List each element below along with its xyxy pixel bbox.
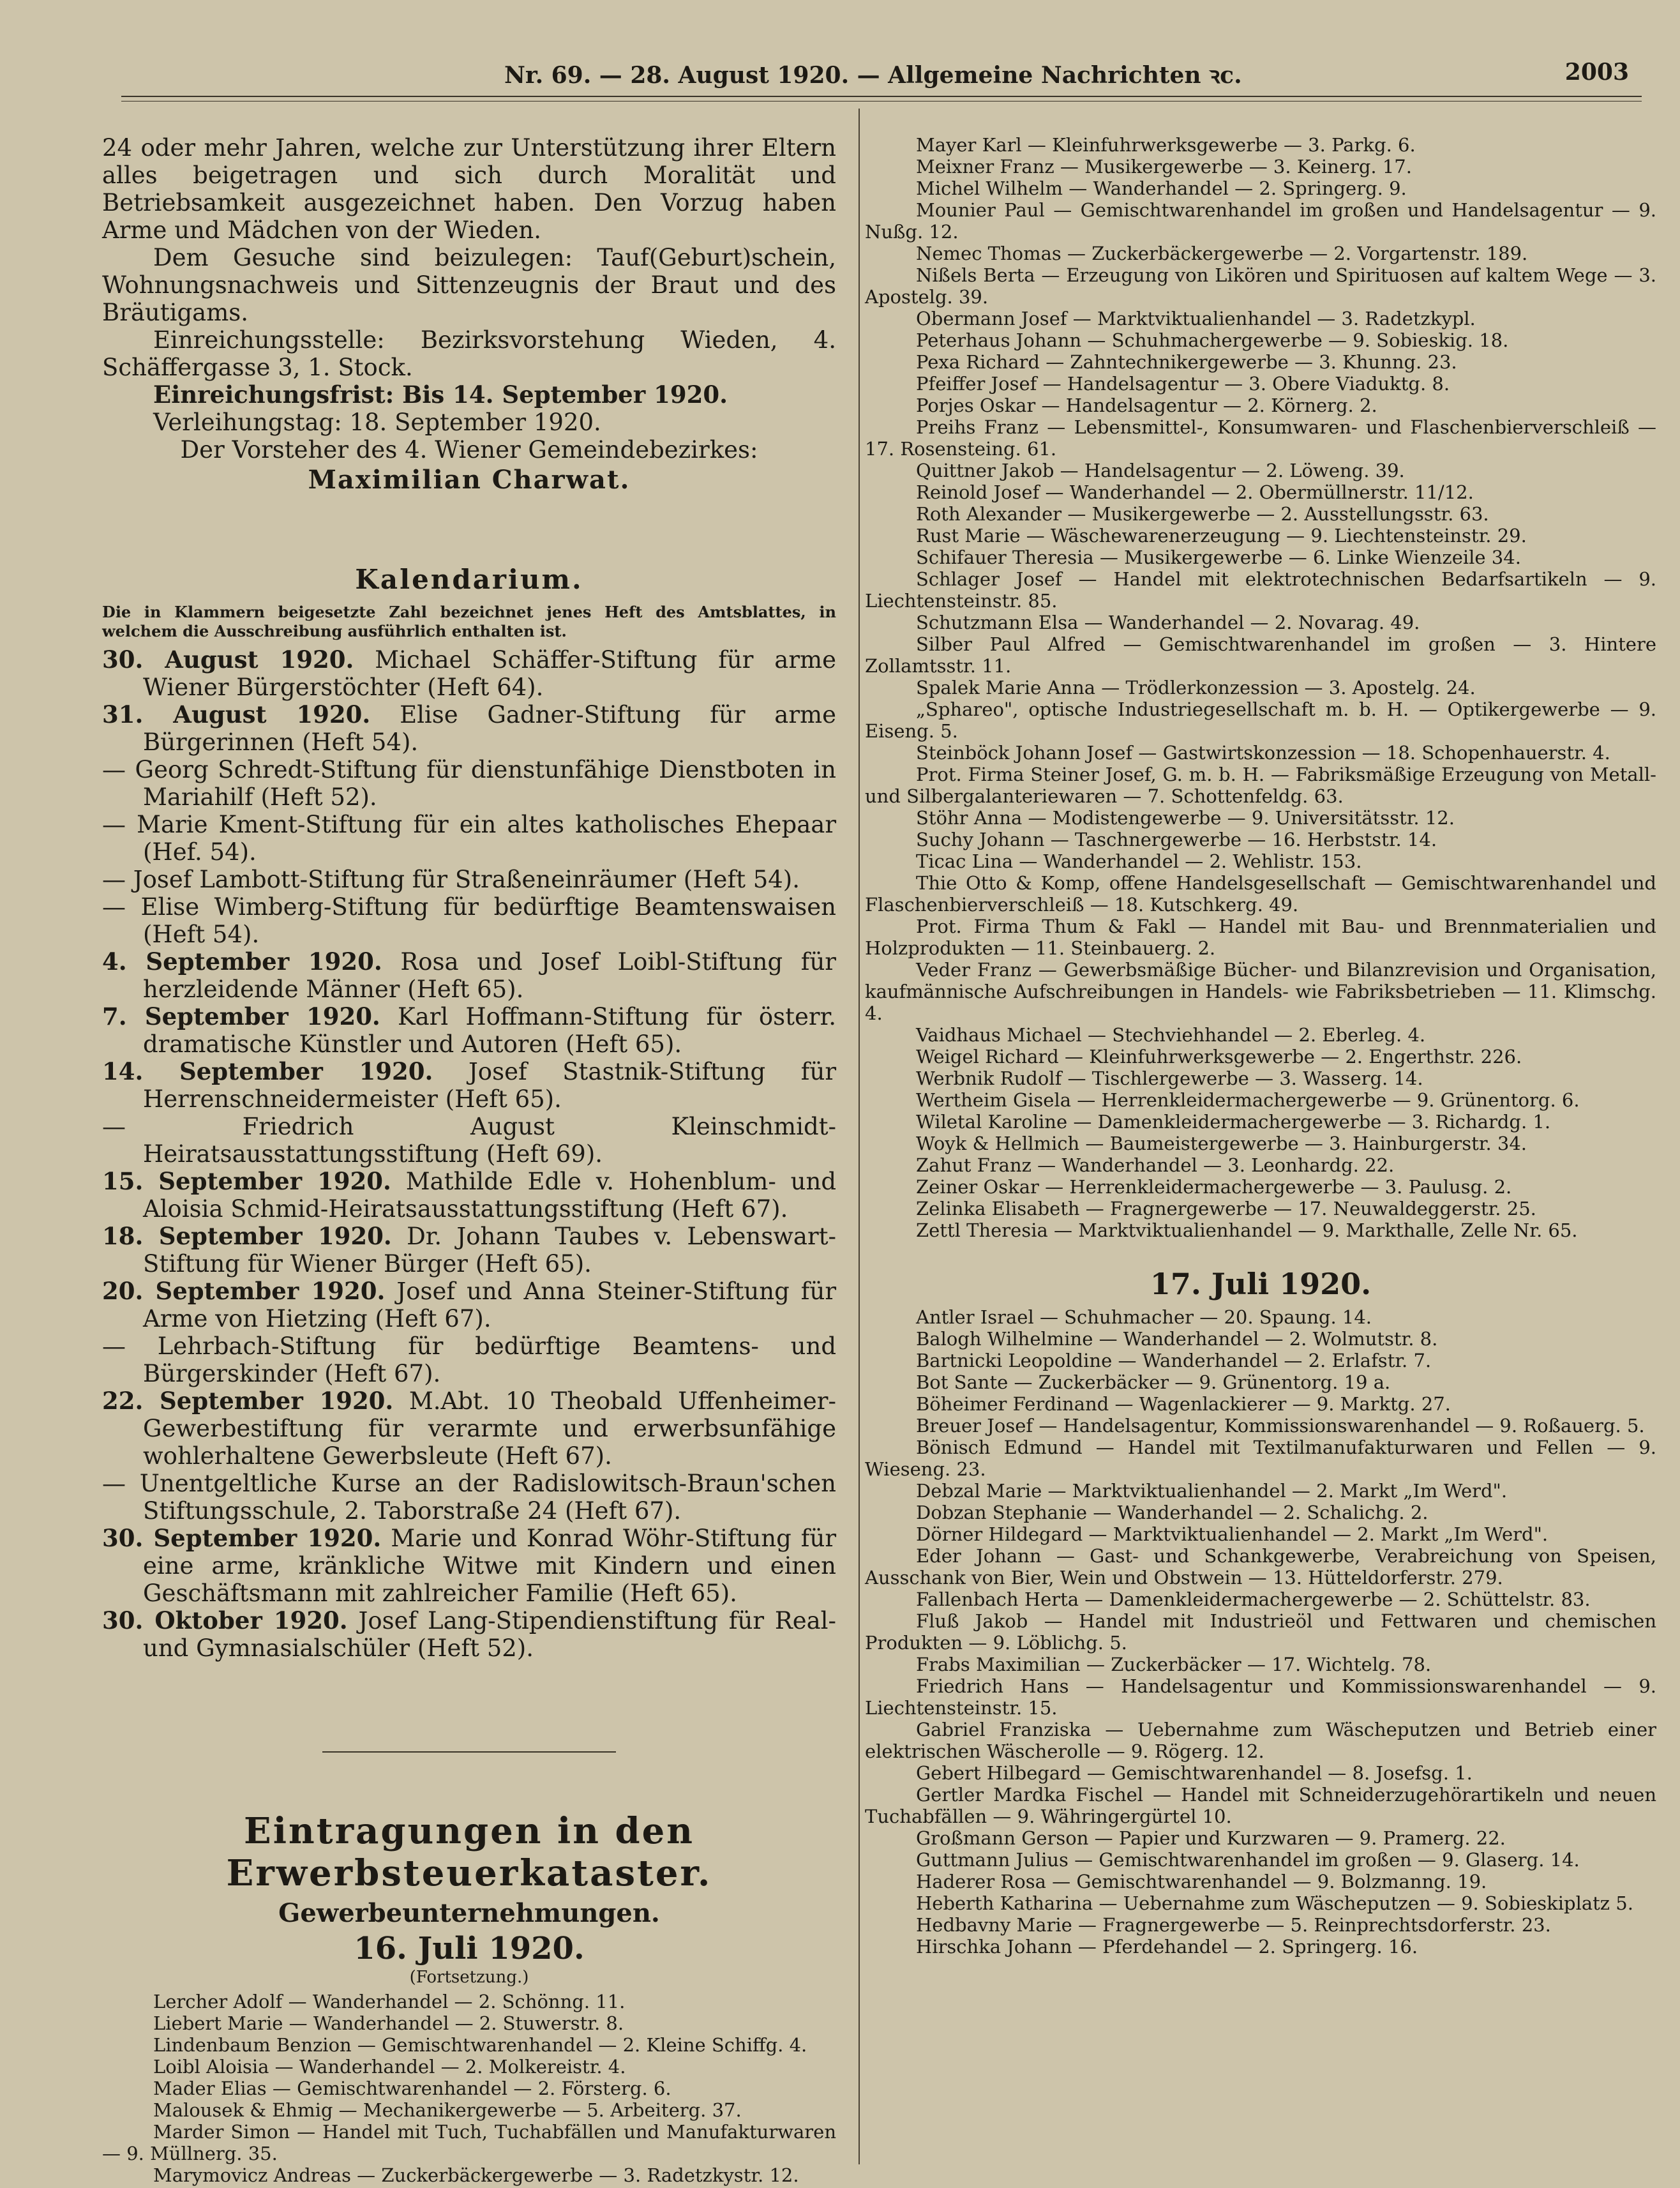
list-item: „Sphareo", optische Industriegesellschaft m. b. H. — Optikergewerbe — 9. Eiseng. 5. xyxy=(865,698,1656,742)
list-item: Zettl Theresia — Marktviktualienhandel — 9. Markthalle, Zelle Nr. 65. xyxy=(916,1219,1578,1241)
signoff-line: Der Vorsteher des 4. Wiener Gemeindebezirkes: xyxy=(180,436,758,464)
right-column xyxy=(865,134,1656,1958)
calendar-text: Josef Lang-Stipendienstiftung für Real- und Gymnasialschüler (Heft 52). xyxy=(143,1607,836,1662)
list-item: Breuer Josef — Handelsagentur, Kommissionswarenhandel — 9. Roßauerg. 5. xyxy=(916,1415,1645,1437)
list-item: Pfeiffer Josef — Handelsagentur — 3. Obere Viaduktg. 8. xyxy=(916,373,1450,395)
calendar-date: — xyxy=(102,811,126,838)
list-item: Großmann Gerson — Papier und Kurzwaren — 9. Pramerg. 22. xyxy=(916,1827,1506,1849)
list-item: Quittner Jakob — Handelsagentur — 2. Löweng. 39. xyxy=(916,460,1405,481)
list-item: Marymovicz Andreas — Zuckerbäckergewerbe — 3. Radetzkystr. 12. xyxy=(153,2164,799,2186)
calendar-date: — xyxy=(102,1470,126,1497)
list-item: Dörner Hildegard — Marktviktualienhandel — 2. Markt „Im Werd". xyxy=(916,1523,1549,1545)
calendar-entry xyxy=(102,1470,836,1525)
list-item: Friedrich Hans — Handelsagentur und Kommissionswarenhandel — 9. Liechtensteinstr. 15. xyxy=(865,1675,1656,1719)
list-item: Gabriel Franziska — Uebernahme zum Wäscheputzen und Betrieb einer elektrischen Wäscherolle — 9. Rögerg. 12. xyxy=(865,1719,1656,1762)
list-item: Haderer Rosa — Gemischtwarenhandel — 9. Bolzmanng. 19. xyxy=(916,1871,1487,1892)
calendar-entry xyxy=(102,866,836,893)
list-item: Werbnik Rudolf — Tischlergewerbe — 3. Wasserg. 14. xyxy=(916,1068,1423,1089)
calendar-text: Karl Hoffmann-Stiftung für österr. dramatische Künstler und Autoren (Heft 65). xyxy=(143,1003,836,1058)
list-item: Böheimer Ferdinand — Wagenlackierer — 9. Marktg. 27. xyxy=(916,1393,1451,1415)
list-item: Pexa Richard — Zahntechnikergewerbe — 3. Khunng. 23. xyxy=(916,351,1457,373)
list-item: Spalek Marie Anna — Trödlerkonzession — 3. Apostelg. 24. xyxy=(916,677,1476,698)
calendar-date: 30. Oktober 1920. xyxy=(102,1606,348,1634)
calendar-date: 4. September 1920. xyxy=(102,947,382,976)
list-item: Preihs Franz — Lebensmittel-, Konsumwaren- und Flaschenbierverschleiß — 17. Rosensteing. 61. xyxy=(865,416,1656,460)
list-item: Gebert Hilbegard — Gemischtwarenhandel — 8. Josefsg. 1. xyxy=(916,1762,1473,1784)
calendar-entry xyxy=(102,646,836,701)
calendar-date: — xyxy=(102,756,126,783)
calendar-date: 30. September 1920. xyxy=(102,1524,382,1552)
list-item: Woyk & Hellmich — Baumeistergewerbe — 3. Hainburgerstr. 34. xyxy=(916,1133,1527,1154)
calendar-entry xyxy=(102,1607,836,1662)
list-item: Guttmann Julius — Gemischtwarenhandel im großen — 9. Glaserg. 14. xyxy=(916,1849,1580,1871)
intro-paragraph: 24 oder mehr Jahren, welche zur Unterstützung ihrer Eltern alles beigetragen und sich durch Moralität und Betriebsamkeit ausgezeichnet haben. Den Vorzug haben Arme und Mädchen von der Wieden. xyxy=(102,134,836,244)
calendar-text: Josef Lambott-Stiftung für Straßeneinräumer (Heft 54). xyxy=(133,866,800,893)
left-column xyxy=(102,134,836,2186)
calendar-text: Unentgeltliche Kurse an der Radislowitsch-Braun'schen Stiftungsschule, 2. Taborstraße 24 (Heft 67). xyxy=(139,1470,836,1525)
list-item: Vaidhaus Michael — Stechviehhandel — 2. Eberleg. 4. xyxy=(916,1024,1426,1046)
list-item: Prot. Firma Steiner Josef, G. m. b. H. — Fabriksmäßige Erzeugung von Metall- und Silbergalanteriewaren — 7. Schottenfeldg. 63. xyxy=(865,764,1656,807)
calendar-entry xyxy=(102,756,836,811)
list-item: Malousek & Ehmig — Mechanikergewerbe — 5. Arbeiterg. 37. xyxy=(153,2099,742,2121)
calendar-date: — xyxy=(102,1332,126,1360)
list-item: Mader Elias — Gemischtwarenhandel — 2. Försterg. 6. xyxy=(153,2078,671,2099)
calendar-entry xyxy=(102,1223,836,1278)
intro-paragraph: Einreichungsstelle: Bezirksvorstehung Wieden, 4. Schäffergasse 3, 1. Stock. xyxy=(102,326,836,381)
calendar-date: 22. September 1920. xyxy=(102,1387,394,1415)
kataster-title: Eintragungen in den Erwerbsteuerkataster. xyxy=(226,1810,712,1894)
calendar-entry xyxy=(102,1168,836,1223)
list-item: Mayer Karl — Kleinfuhrwerksgewerbe — 3. Parkg. 6. xyxy=(916,134,1416,156)
list-item: Silber Paul Alfred — Gemischtwarenhandel im großen — 3. Hintere Zollamtsstr. 11. xyxy=(865,633,1656,677)
list-item: Porjes Oskar — Handelsagentur — 2. Körnerg. 2. xyxy=(916,395,1377,416)
header-title: Nr. 69. — 28. August 1920. — Allgemeine Nachrichten ꝛc. xyxy=(504,62,1242,89)
entry-list xyxy=(865,1306,1656,1958)
section-date: 17. Juli 1920. xyxy=(1150,1267,1372,1301)
calendar-text: Georg Schredt-Stiftung für dienstunfähige Dienstboten in Mariahilf (Heft 52). xyxy=(135,756,837,811)
list-item: Peterhaus Johann — Schuhmachergewerbe — 9. Sobieskig. 18. xyxy=(916,329,1509,351)
calendar-date: 20. September 1920. xyxy=(102,1277,386,1305)
continuation-note: (Fortsetzung.) xyxy=(409,1968,529,1987)
calendar-date: — xyxy=(102,893,126,921)
kataster-date: 16. Juli 1920. xyxy=(354,1931,585,1966)
list-item: Mounier Paul — Gemischtwarenhandel im großen und Handelsagentur — 9. Nußg. 12. xyxy=(865,199,1656,243)
list-item: Schlager Josef — Handel mit elektrotechnischen Bedarfsartikeln — 9. Liechtensteinstr. 85. xyxy=(865,568,1656,612)
list-item: Zeiner Oskar — Herrenkleidermachergewerbe — 3. Paulusg. 2. xyxy=(916,1176,1512,1198)
column-rule xyxy=(859,109,860,2164)
kalendarium-note: Die in Klammern beigesetzte Zahl bezeichnet jenes Heft des Amtsblattes, in welchem die Ausschreibung ausführlich enthalten ist. xyxy=(102,603,836,640)
list-item: Marder Simon — Handel mit Tuch, Tuchabfällen und Manufakturwaren — 9. Müllnerg. 35. xyxy=(102,2121,836,2164)
list-item: Schifauer Theresia — Musikergewerbe — 6. Linke Wienzeile 34. xyxy=(916,547,1521,568)
calendar-date: 15. September 1920. xyxy=(102,1167,391,1195)
list-item: Michel Wilhelm — Wanderhandel — 2. Springerg. 9. xyxy=(916,177,1407,199)
list-item: Gertler Mardka Fischel — Handel mit Schneiderzugehörartikeln und neuen Tuchabfällen — 9. Währingergürtel 10. xyxy=(865,1784,1656,1827)
list-item: Bönisch Edmund — Handel mit Textilmanufakturwaren und Fellen — 9. Wieseng. 23. xyxy=(865,1437,1656,1480)
list-item: Heberth Katharina — Uebernahme zum Wäscheputzen — 9. Sobieskiplatz 5. xyxy=(916,1892,1633,1914)
list-item: Hirschka Johann — Pferdehandel — 2. Springerg. 16. xyxy=(916,1936,1418,1958)
calendar-entry xyxy=(102,1525,836,1607)
list-item: Antler Israel — Schuhmacher — 20. Spaung. 14. xyxy=(916,1306,1372,1328)
header-rule xyxy=(121,96,1642,102)
calendar-text: M.Abt. 10 Theobald Uffenheimer-Gewerbestiftung für verarmte und erwerbsunfähige wohlerhaltene Gewerbsleute (Heft 67). xyxy=(143,1387,836,1470)
calendar-date: — xyxy=(102,1113,126,1140)
list-item: Steinböck Johann Josef — Gastwirtskonzession — 18. Schopenhauerstr. 4. xyxy=(916,742,1610,764)
entry-list xyxy=(865,134,1656,1241)
list-item: Loibl Aloisia — Wanderhandel — 2. Molkereistr. 4. xyxy=(153,2056,626,2078)
calendar-entry xyxy=(102,1058,836,1113)
list-item: Stöhr Anna — Modistengewerbe — 9. Universitätsstr. 12. xyxy=(916,807,1455,829)
calendar-entry xyxy=(102,948,836,1003)
list-item: Schutzmann Elsa — Wanderhandel — 2. Novarag. 49. xyxy=(916,612,1420,633)
calendar-entry xyxy=(102,1387,836,1470)
list-item: Weigel Richard — Kleinfuhrwerksgewerbe — 2. Engerthstr. 226. xyxy=(916,1046,1522,1068)
calendar-text: Josef Stastnik-Stiftung für Herrenschneidermeister (Heft 65). xyxy=(143,1058,836,1113)
calendar-date: 14. September 1920. xyxy=(102,1057,433,1085)
calendar-date: 7. September 1920. xyxy=(102,1002,380,1030)
list-item: Nißels Berta — Erzeugung von Likören und Spirituosen auf kaltem Wege — 3. Apostelg. 39. xyxy=(865,264,1656,308)
list-item: Debzal Marie — Marktviktualienhandel — 2. Markt „Im Werd". xyxy=(916,1480,1508,1502)
calendar-text: Friedrich August Kleinschmidt-Heiratsausstattungsstiftung (Heft 69). xyxy=(143,1113,836,1168)
calendar-text: Elise Gadner-Stiftung für arme Bürgerinnen (Heft 54). xyxy=(143,701,837,756)
calendar-date: 31. August 1920. xyxy=(102,700,371,728)
list-item: Thie Otto & Komp, offene Handelsgesellschaft — Gemischtwarenhandel und Flaschenbierverschleiß — 18. Kutschkerg. 49. xyxy=(865,872,1656,916)
list-item: Wertheim Gisela — Herrenkleidermachergewerbe — 9. Grünentorg. 6. xyxy=(916,1089,1580,1111)
page-number: 2003 xyxy=(1564,59,1629,86)
kalendarium-title: Kalendarium. xyxy=(355,564,583,595)
calendar-text: Josef und Anna Steiner-Stiftung für Arme von Hietzing (Heft 67). xyxy=(143,1278,837,1332)
calendar-text: Elise Wimberg-Stiftung für bedürftige Beamtenswaisen (Heft 54). xyxy=(140,893,836,948)
list-item: Nemec Thomas — Zuckerbäckergewerbe — 2. Vorgartenstr. 189. xyxy=(916,243,1528,264)
list-item: Fallenbach Herta — Damenkleidermachergewerbe — 2. Schüttelstr. 83. xyxy=(916,1588,1591,1610)
section-divider xyxy=(322,1751,616,1753)
intro-paragraph: Verleihungstag: 18. September 1920. xyxy=(153,409,601,436)
list-item: Wiletal Karoline — Damenkleidermachergewerbe — 3. Richardg. 1. xyxy=(916,1111,1551,1133)
calendar-entry xyxy=(102,1332,836,1387)
list-item: Zelinka Elisabeth — Fragnergewerbe — 17. Neuwaldeggerstr. 25. xyxy=(916,1198,1536,1219)
list-item: Meixner Franz — Musikergewerbe — 3. Keinerg. 17. xyxy=(916,156,1412,177)
list-item: Rust Marie — Wäschewarenerzeugung — 9. Liechtensteinstr. 29. xyxy=(916,525,1527,547)
list-item: Ticac Lina — Wanderhandel — 2. Wehlistr. 153. xyxy=(916,850,1362,872)
calendar-entry xyxy=(102,701,836,756)
list-item: Bot Sante — Zuckerbäcker — 9. Grünentorg. 19 a. xyxy=(916,1371,1391,1393)
list-item: Roth Alexander — Musikergewerbe — 2. Ausstellungsstr. 63. xyxy=(916,503,1489,525)
list-item: Lindenbaum Benzion — Gemischtwarenhandel — 2. Kleine Schiffg. 4. xyxy=(153,2034,807,2056)
calendar-list xyxy=(102,646,836,1662)
calendar-text: Rosa und Josef Loibl-Stiftung für herzleidende Männer (Heft 65). xyxy=(143,948,836,1003)
list-item: Reinold Josef — Wanderhandel — 2. Obermüllnerstr. 11/12. xyxy=(916,481,1474,503)
list-item: Obermann Josef — Marktviktualienhandel — 3. Radetzkypl. xyxy=(916,308,1476,329)
calendar-entry xyxy=(102,893,836,948)
calendar-text: Michael Schäffer-Stiftung für arme Wiener Bürgerstöchter (Heft 64). xyxy=(143,646,836,701)
list-item: Veder Franz — Gewerbsmäßige Bücher- und Bilanzrevision und Organisation, kaufmännische Aufschreibungen in Handels- wie Fabriksbetrieben — 11. Klimschg. 4. xyxy=(865,959,1656,1024)
entry-list xyxy=(102,1991,836,2186)
calendar-text: Dr. Johann Taubes v. Lebenswart-Stiftung für Wiener Bürger (Heft 65). xyxy=(143,1223,837,1278)
list-item: Eder Johann — Gast- und Schankgewerbe, Verabreichung von Speisen, Ausschank von Bier, Wein und Obstwein — 13. Hütteldorferstr. 279. xyxy=(865,1545,1656,1588)
list-item: Liebert Marie — Wanderhandel — 2. Stuwerstr. 8. xyxy=(153,2012,624,2034)
list-item: Bartnicki Leopoldine — Wanderhandel — 2. Erlafstr. 7. xyxy=(916,1350,1432,1371)
list-item: Suchy Johann — Taschnergewerbe — 16. Herbststr. 14. xyxy=(916,829,1437,850)
list-item: Hedbavny Marie — Fragnergewerbe — 5. Reinprechtsdorferstr. 23. xyxy=(916,1914,1551,1936)
page-header xyxy=(121,59,1642,97)
calendar-date: — xyxy=(102,866,126,893)
list-item: Balogh Wilhelmine — Wanderhandel — 2. Wolmutstr. 8. xyxy=(916,1328,1438,1350)
list-item: Prot. Firma Thum & Fakl — Handel mit Bau- und Brennmaterialien und Holzprodukten — 11. Steinbauerg. 2. xyxy=(865,916,1656,959)
calendar-text: Marie Kment-Stiftung für ein altes katholisches Ehepaar (Hef. 54). xyxy=(137,811,836,866)
calendar-entry xyxy=(102,1278,836,1332)
intro-paragraph: Dem Gesuche sind beizulegen: Tauf(Geburt)schein, Wohnungsnachweis und Sittenzeugnis der Braut und des Bräutigams. xyxy=(102,244,836,326)
list-item: Dobzan Stephanie — Wanderhandel — 2. Schalichg. 2. xyxy=(916,1502,1429,1523)
list-item: Fluß Jakob — Handel mit Industrieöl und Fettwaren und chemischen Produkten — 9. Löblichg. 5. xyxy=(865,1610,1656,1654)
calendar-date: 18. September 1920. xyxy=(102,1222,392,1250)
list-item: Frabs Maximilian — Zuckerbäcker — 17. Wichtelg. 78. xyxy=(916,1654,1432,1675)
calendar-text: Mathilde Edle v. Hohenblum- und Aloisia Schmid-Heiratsausstattungsstiftung (Heft 67). xyxy=(143,1168,837,1223)
signature: Maximilian Charwat. xyxy=(308,465,631,495)
list-item: Lercher Adolf — Wanderhandel — 2. Schönng. 11. xyxy=(153,1991,626,2012)
intro-paragraph: Einreichungsfrist: Bis 14. September 1920. xyxy=(153,381,728,409)
list-item: Zahut Franz — Wanderhandel — 3. Leonhardg. 22. xyxy=(916,1154,1395,1176)
calendar-text: Marie und Konrad Wöhr-Stiftung für eine arme, kränkliche Witwe mit Kindern und einen Geschäftsmann mit zahlreicher Familie (Heft 65). xyxy=(143,1525,837,1607)
kataster-subtitle: Gewerbeunternehmungen. xyxy=(278,1898,660,1928)
calendar-entry xyxy=(102,1113,836,1168)
calendar-text: Lehrbach-Stiftung für bedürftige Beamtens- und Bürgerskinder (Heft 67). xyxy=(143,1332,836,1387)
calendar-date: 30. August 1920. xyxy=(102,645,354,674)
calendar-entry xyxy=(102,1003,836,1058)
calendar-entry xyxy=(102,811,836,866)
